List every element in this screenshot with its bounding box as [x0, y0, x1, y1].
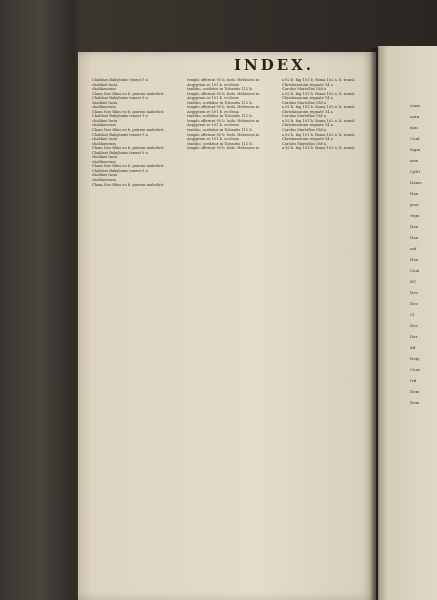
index-entry: chaldaeorum: [92, 159, 116, 164]
index-entry: chaldaeorum: [92, 141, 116, 146]
edge-fragment: Dem: [410, 400, 420, 405]
index-column-3: [282, 78, 374, 598]
index-entry: Cham Noe filius eo b. patrem maledicti: [92, 128, 164, 133]
page-title: INDEX.: [234, 56, 315, 74]
edge-fragment: Damo: [410, 180, 422, 185]
index-entry: templo offerunt 95 b. Indo. Hebraeos in: [187, 132, 260, 137]
index-entry: a 82 b. fag 101 b. Roma 102 a. b. transl.: [282, 118, 356, 123]
index-entry: traditio, scribitur in Tolosatis 112 b.: [187, 87, 253, 92]
index-entry: a 82 b. fag 101 b. Roma 102 a. b. transl.: [282, 78, 356, 82]
index-entry: Carolus Martellus 188 a: [282, 100, 327, 105]
edge-fragment: min: [410, 125, 418, 130]
index-entry: Carolus Martellus 188 a: [282, 141, 327, 146]
index-entry: a 82 b. fag 101 b. Roma 102 a. b. transl.: [282, 105, 356, 110]
index-entry: templo offerunt 95 b. Indo. Hebraeos in: [187, 146, 260, 151]
index-entry: a 82 b. fag 101 b. Roma 102 a. b. transl.: [282, 91, 356, 96]
index-entry: chaldaei lucia: [92, 137, 118, 142]
index-entry: chaldaei lucia: [92, 82, 118, 87]
index-entry: chaldaei lucia: [92, 155, 118, 160]
edge-fragment: Ad: [410, 345, 416, 350]
index-entry: traditio, scribitur in Tolosatis 112 b.: [187, 100, 253, 105]
index-entry: Aegyptum re 101 b. ecclesia: [187, 137, 239, 142]
edge-fragment: Dec: [410, 301, 418, 306]
index-entry: chaldaeorum: [92, 105, 116, 110]
edge-fragment: Conf: [410, 136, 420, 141]
index-entry: chaldaei lucia: [92, 118, 118, 123]
index-entry: traditio, scribitur in Tolosatis 112 b.: [187, 114, 253, 119]
index-entry: Chaldaei Babyloniis tenent 9 a: [92, 96, 148, 101]
index-entry: Chaldaei Babyloniis tenent 9 a: [92, 114, 148, 119]
index-entry: templo offerunt 95 b. Indo. Hebraeos in: [187, 118, 260, 123]
index-entry: a 82 b. fag 101 b. Roma 102 a. b. transl.: [282, 132, 356, 137]
index-entry: Chaldaei Babyloniis tenent 9 a: [92, 132, 148, 137]
index-entry: Carolus Martellus 188 a: [282, 128, 327, 133]
edge-fragment: CI: [410, 312, 415, 317]
index-entry: Aegyptum re 101 b. ecclesia: [187, 96, 239, 101]
edge-fragment: Dem: [410, 389, 420, 394]
index-entry: chaldaeorum: [92, 123, 116, 128]
index-entry: Carolus Martellus 188 a: [282, 87, 327, 92]
edge-fragment: cium: [410, 103, 420, 108]
index-column-2: [187, 78, 279, 598]
edge-fragment: Der: [410, 334, 418, 339]
index-entry: a 82 b. fag 101 b. Roma 102 a. b. transl.: [282, 146, 356, 151]
right-page-fragments: [410, 100, 437, 580]
index-entry: Cham Noe filius eo b. patrem maledicti: [92, 109, 164, 114]
edge-fragment: eaf: [410, 246, 417, 251]
index-entry: templo offerunt 95 b. Indo. Hebraeos in: [187, 78, 260, 82]
index-entry: Christianorum regnate 14 a: [282, 137, 333, 142]
edge-fragment: Dan: [410, 191, 419, 196]
edge-fragment: Deip: [410, 356, 420, 361]
index-entry: chaldaeorum: [92, 178, 116, 183]
edge-fragment: Ivd: [410, 378, 417, 383]
index-entry: Aegyptum re 101 b. ecclesia: [187, 82, 239, 87]
index-entry: traditio, scribitur in Tolosatis 112 b.: [187, 141, 253, 146]
index-entry: Cham Noe filius eo b. patrem maledicti: [92, 164, 164, 169]
edge-fragment: DC: [410, 279, 417, 284]
index-entry: chaldaei lucia: [92, 100, 118, 105]
edge-fragment: Dan: [410, 235, 419, 240]
edge-fragment: Dec: [410, 290, 418, 295]
index-entry: templo offerunt 95 b. Indo. Hebraeos in: [187, 91, 260, 96]
index-entry: Carolus Martellus 188 a: [282, 114, 327, 119]
index-entry: traditio, scribitur in Tolosatis 112 b.: [187, 128, 253, 133]
index-entry: chaldaei lucia: [92, 173, 118, 178]
edge-fragment: Coni: [410, 268, 420, 273]
edge-fragment: fagin: [410, 147, 421, 152]
edge-fragment: regn: [410, 213, 420, 218]
edge-fragment: Dan: [410, 257, 419, 262]
index-entry: Cham Noe filius eo b. patrem maledicti: [92, 146, 164, 151]
index-entry: Chaldaei Babyloniis tenent 9 a: [92, 78, 148, 82]
page-header: [78, 56, 376, 78]
index-entry: Cham Noe filius eo b. patrem maledicti: [92, 91, 164, 96]
edge-fragment: Cyfri: [410, 169, 420, 174]
index-column-1: [92, 78, 184, 598]
index-entry: Aegyptum re 101 b. ecclesia: [187, 109, 239, 114]
edge-fragment: Dec: [410, 323, 418, 328]
edge-fragment: natu: [410, 114, 420, 119]
index-entry: Chaldaei Babyloniis tenent 9 a: [92, 150, 148, 155]
edge-fragment: post: [410, 202, 419, 207]
index-entry: chaldaeorum: [92, 87, 116, 92]
index-entry: Cham Noe filius eo b. patrem maledicti: [92, 182, 164, 187]
index-entry: Christianorum regnate 14 a: [282, 96, 333, 101]
edge-fragment: Dan: [410, 224, 419, 229]
index-entry: Chaldaei Babyloniis tenent 9 a: [92, 168, 148, 173]
edge-fragment: sem: [410, 158, 419, 163]
index-entry: Christianorum regnate 14 a: [282, 109, 333, 114]
index-entry: Aegyptum re 101 b. ecclesia: [187, 123, 239, 128]
edge-fragment: Cons: [410, 367, 421, 372]
index-entry: templo offerunt 95 b. Indo. Hebraeos in: [187, 105, 260, 110]
index-entry: Christianorum regnate 14 a: [282, 82, 333, 87]
index-entry: Christianorum regnate 14 a: [282, 123, 333, 128]
